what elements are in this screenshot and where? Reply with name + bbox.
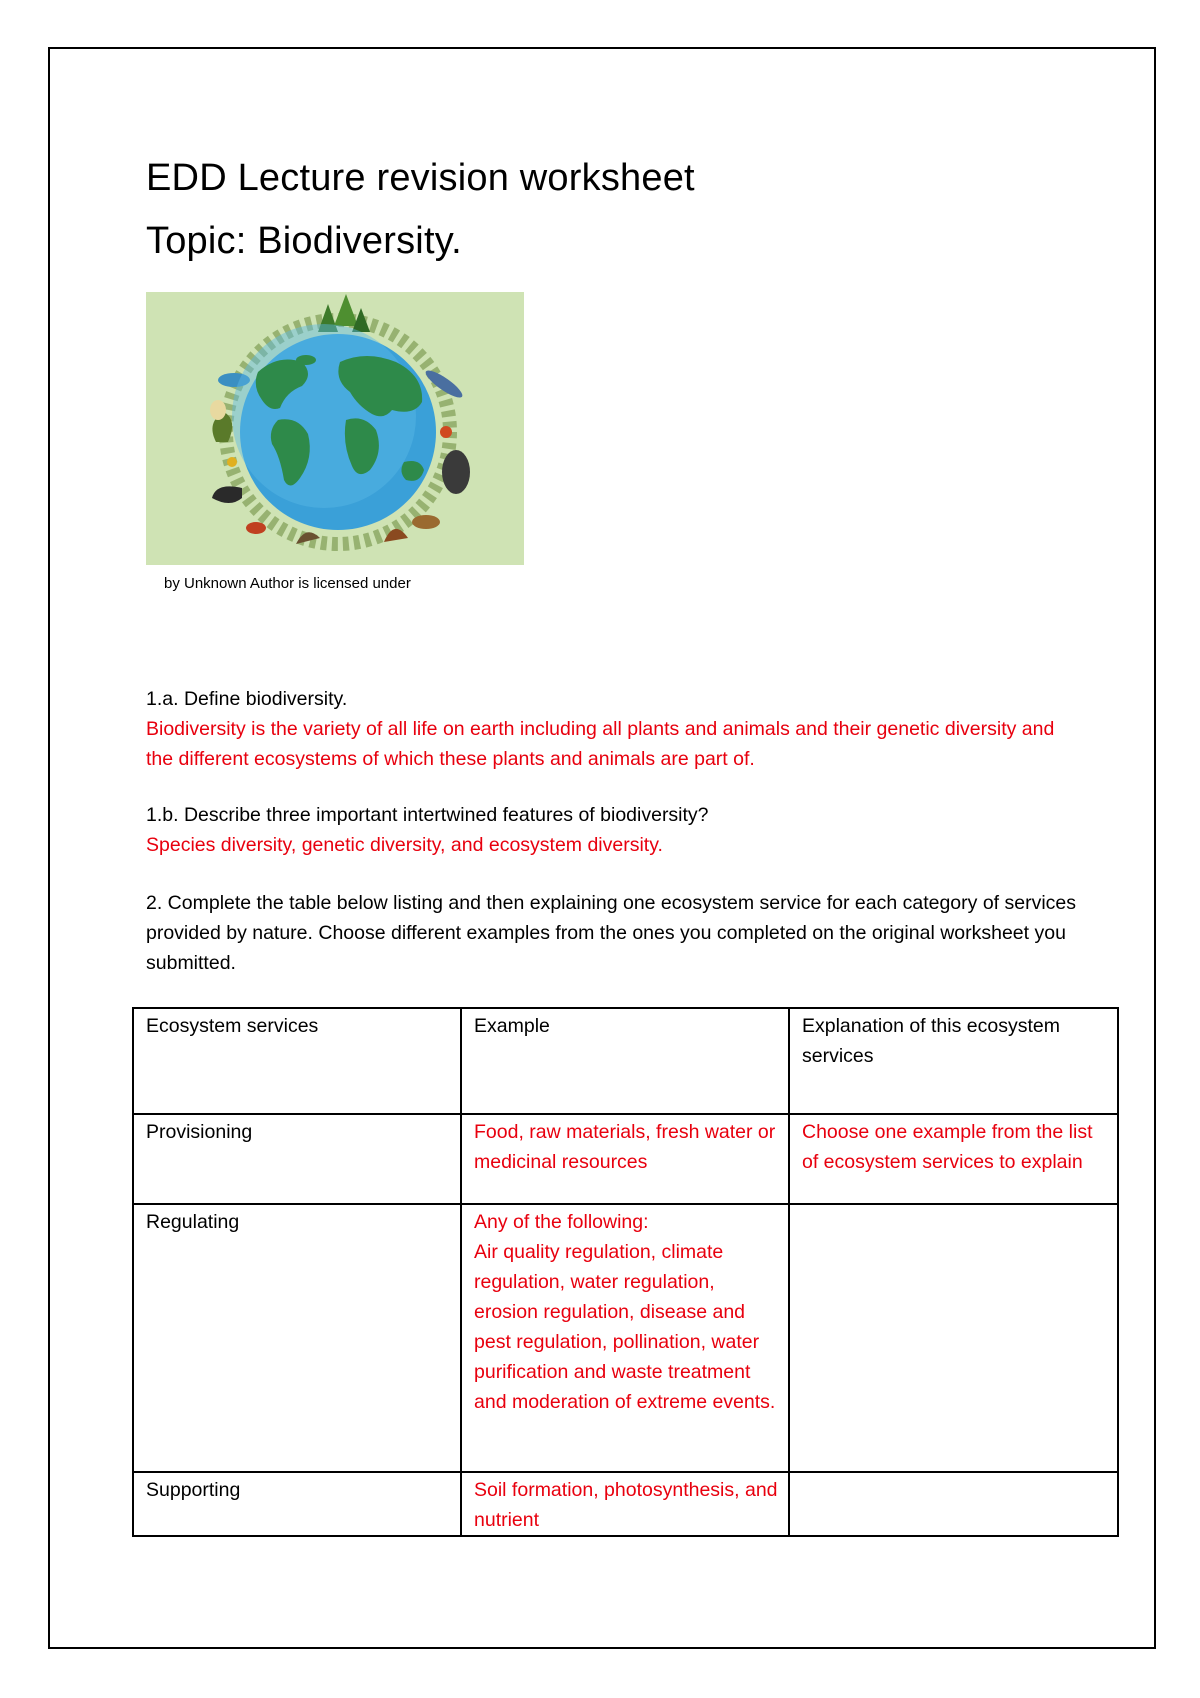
- service-name: Provisioning: [133, 1114, 461, 1204]
- header-example: Example: [461, 1008, 789, 1114]
- service-explanation: [789, 1204, 1118, 1472]
- table-row: [133, 1472, 1118, 1536]
- biodiversity-globe-illustration: [146, 292, 524, 565]
- service-example: Food, raw materials, fresh water or medicinal resources: [461, 1114, 789, 1204]
- service-explanation: [789, 1472, 1118, 1536]
- service-example-intro: Any of the following:: [474, 1211, 649, 1233]
- image-attribution: by Unknown Author is licensed under: [164, 575, 411, 592]
- question-1a: [146, 684, 1086, 774]
- table-header-row: [133, 1008, 1118, 1114]
- question-2: [146, 888, 1086, 978]
- service-example: Soil formation, photosynthesis, and nutrient: [461, 1472, 789, 1536]
- service-example: Air quality regulation, climate regulation, water regulation, erosion regulation, disease and pest regulation, pollination, water purification and waste treatment and moderation of extreme events.: [474, 1241, 776, 1413]
- question-1a-prompt: 1.a. Define biodiversity.: [146, 688, 348, 710]
- service-example-cell: [461, 1204, 789, 1472]
- service-explanation: Choose one example from the list of ecosystem services to explain: [789, 1114, 1118, 1204]
- ecosystem-services-table: [132, 1007, 1119, 1537]
- table-row: [133, 1204, 1118, 1472]
- worksheet-topic: Topic: Biodiversity.: [146, 220, 462, 262]
- question-1a-answer: Biodiversity is the variety of all life on earth including all plants and animals and their genetic diversity and the different ecosystems of which these plants and animals are part of.: [146, 718, 1055, 770]
- question-2-prompt: 2. Complete the table below listing and then explaining one ecosystem service for each category of services provided by nature. Choose different examples from the ones you completed on the original worksheet you submitted.: [146, 892, 1077, 974]
- service-name: Supporting: [133, 1472, 461, 1536]
- table-row: [133, 1114, 1118, 1204]
- service-name: Regulating: [133, 1204, 461, 1472]
- question-1b-prompt: 1.b. Describe three important intertwined features of biodiversity?: [146, 804, 709, 826]
- header-ecosystem-services: Ecosystem services: [133, 1008, 461, 1114]
- question-1b-answer: Species diversity, genetic diversity, and ecosystem diversity.: [146, 834, 663, 856]
- question-1b: [146, 800, 1086, 860]
- worksheet-title: EDD Lecture revision worksheet: [146, 157, 695, 199]
- header-explanation: Explanation of this ecosystem services: [789, 1008, 1118, 1114]
